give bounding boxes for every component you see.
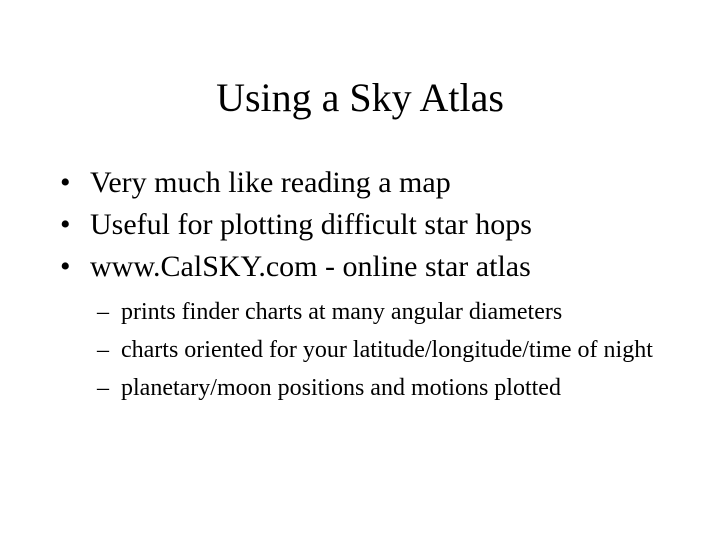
bullet-text: Useful for plotting difficult star hops: [90, 208, 532, 241]
sub-bullet-marker: –: [97, 375, 109, 401]
slide-title: Using a Sky Atlas: [216, 75, 504, 120]
bullet-list: [0, 162, 720, 288]
bullet-text: www.CalSKY.com - online star atlas: [90, 250, 531, 283]
sub-bullet-item: [0, 298, 720, 326]
bullet-item: [0, 246, 720, 288]
sub-bullet-text: prints finder charts at many angular diameters: [121, 299, 563, 325]
bullet-text: Very much like reading a map: [90, 166, 451, 199]
bullet-marker: •: [60, 250, 71, 283]
bullet-item: [0, 162, 720, 204]
sub-bullet-list: [0, 298, 720, 412]
sub-bullet-text: planetary/moon positions and motions plotted: [121, 375, 561, 401]
sub-bullet-text: charts oriented for your latitude/longitude/time of night: [121, 337, 653, 363]
bullet-marker: •: [60, 208, 71, 241]
bullet-marker: •: [60, 166, 71, 199]
sub-bullet-marker: –: [97, 337, 109, 363]
sub-bullet-marker: –: [97, 299, 109, 325]
sub-bullet-item: [0, 336, 720, 364]
sub-bullet-item: [0, 374, 720, 402]
bullet-item: [0, 204, 720, 246]
